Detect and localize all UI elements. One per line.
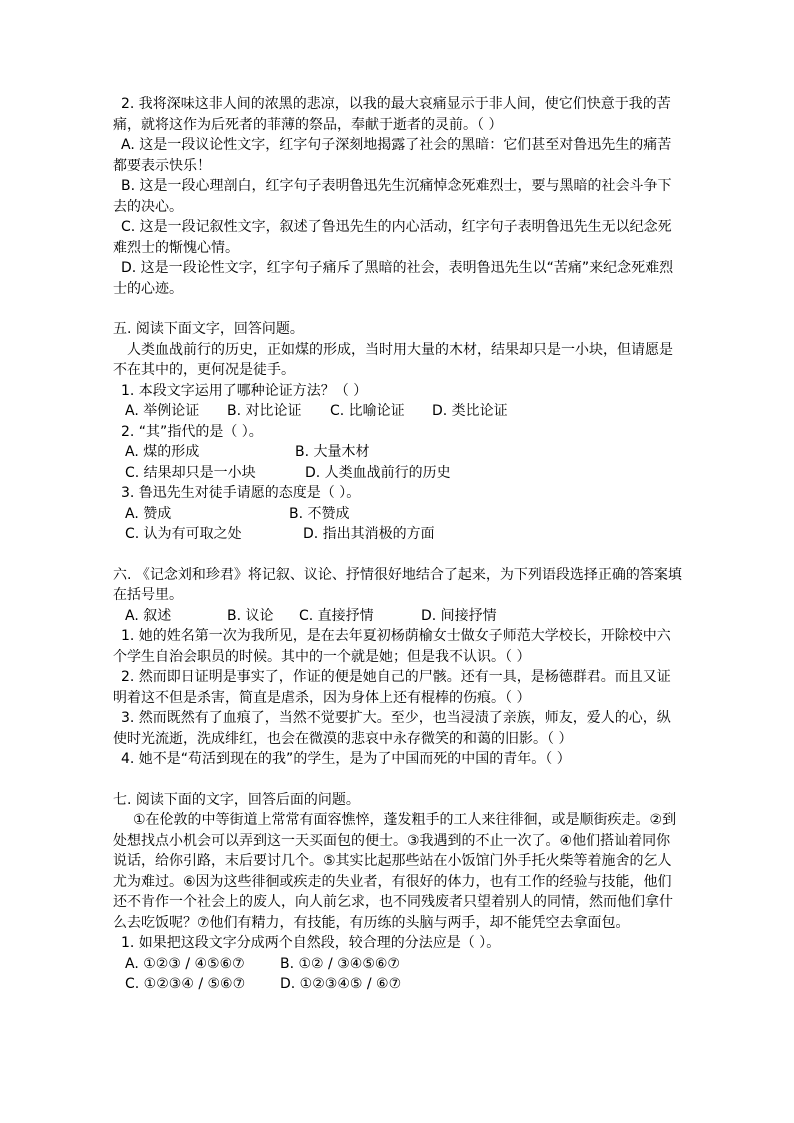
option-a: A. ①②③ / ④⑤⑥⑦	[125, 955, 245, 972]
section-7-q1-stem: 1. 如果把这段文字分成两个自然段，较合理的分法应是（ ）。	[121, 935, 501, 951]
section-5-q2-stem: 2. “其”指代的是（ ）。	[121, 423, 263, 440]
section-7-heading: 七. 阅读下面的文字，回答后面的问题。	[113, 791, 360, 808]
section-6-item-1: 1. 她的姓名第一次为我所见，是在去年夏初杨荫榆女士做女子师范大学校长，开除校中六个学生自治会职员的时候。其中的一个就是她；但是我不认识。（ ）	[113, 628, 671, 665]
option-a: A. 赞成	[125, 505, 172, 522]
section-6	[113, 565, 683, 770]
option-b: B. ①② / ③④⑤⑥⑦	[280, 955, 400, 972]
section-5-q3-options-ab	[113, 504, 683, 525]
question-2-option-c: C. 这是一段记叙性文字，叙述了鲁迅先生的内心活动，红字句子表明鲁迅先生无以纪念死难烈士的惭愧心情。	[113, 219, 672, 256]
option-b: B. 大量木材	[295, 444, 370, 460]
section-7	[113, 790, 683, 995]
question-2-block	[113, 94, 683, 299]
document-content	[113, 94, 683, 995]
question-2-option-a: A. 这是一段议论性文字，红字句子深刻地揭露了社会的黑暗：它们甚至对鲁迅先生的痛苦都要表示快乐！	[113, 137, 672, 174]
option-b: B. 对比论证	[227, 403, 302, 419]
section-6-item-2: 2. 然而即日证明是事实了，作证的便是她自己的尸骸。还有一具，是杨德群君。而且又证明着这不但是杀害，简直是虐杀，因为身体上还有棍棒的伤痕。（ ）	[113, 669, 671, 706]
section-5-q2-options-cd	[113, 463, 683, 484]
option-c: C. 结果却只是一小块	[125, 464, 256, 481]
section-5	[113, 319, 683, 545]
option-c: C. 认为有可取之处	[125, 526, 242, 542]
option-d: D. 指出其消极的方面	[303, 526, 435, 542]
choice-a: A. 叙述	[125, 607, 172, 624]
question-2-stem: 2. 我将深味这非人间的浓黑的悲凉，以我的最大哀痛显示于非人间，使它们快意于我的苦痛，就将这作为后死者的菲薄的祭品，奉献于逝者的灵前。（ ）	[113, 96, 671, 133]
option-a: A. 煤的形成	[125, 444, 200, 460]
option-c: C. ①②③④ / ⑤⑥⑦	[125, 976, 246, 992]
section-6-choices	[113, 606, 683, 627]
section-5-q1-options	[113, 401, 683, 422]
option-d: D. ①②③④⑤ / ⑥⑦	[280, 976, 402, 992]
choice-b: B. 议论	[227, 607, 274, 624]
section-6-item-4: 4. 她不是“苟活到现在的我”的学生，是为了中国而死的中国的青年。（ ）	[121, 751, 571, 767]
section-5-q3-options-cd	[113, 524, 683, 545]
option-a: A. 举例论证	[125, 403, 200, 419]
option-d: D. 人类血战前行的历史	[305, 464, 451, 481]
choice-c: C. 直接抒情	[299, 607, 374, 624]
section-5-q2-options-ab	[113, 442, 683, 463]
section-6-heading: 六. 《记念刘和珍君》将记叙、议论、抒情很好地结合了起来，为下列语段选择正确的答案填在括号里。	[113, 566, 682, 603]
section-5-heading: 五. 阅读下面文字，回答问题。	[113, 321, 304, 337]
section-7-q1-options-ab	[113, 954, 683, 975]
choice-d: D. 间接抒情	[421, 607, 497, 624]
section-5-q3-stem: 3. 鲁迅先生对徒手请愿的态度是（ ）。	[121, 485, 361, 501]
option-c: C. 比喻论证	[330, 403, 405, 419]
section-6-item-3: 3. 然而既然有了血痕了，当然不觉要扩大。至少，也当浸渍了亲族，师友，爱人的心，纵使时光流逝，洗成绯红，也会在微漠的悲哀中永存微笑的和蔼的旧影。（ ）	[113, 710, 671, 747]
question-2-option-b: B. 这是一段心理剖白，红字句子表明鲁迅先生沉痛悼念死难烈士，要与黑暗的社会斗争下去的决心。	[113, 178, 672, 215]
section-7-q1-options-cd	[113, 974, 683, 995]
section-7-passage: ①在伦敦的中等街道上常常有面容憔悴，蓬发粗手的工人来往徘徊，或是顺街疾走。②到处想找点小机会可以弄到这一天买面包的便士。③我遇到的不止一次了。④他们搭讪着同你说话，给你引路，末后要讨几个。⑤其实比起那些站在小饭馆门外手托火柴等着施舍的乞人尤为难过。⑥因为这些徘徊或疾走的失业者，有很好的体力，也有工作的经验与技能，他们还不肯作一个社会上的废人，向人前乞求，也不同残废者只望着别人的同情，然而他们拿什么去吃饭呢？⑦他们有精力，有技能，有历练的头脑与两手，却不能凭空去拿面包。	[113, 812, 677, 931]
section-5-passage: 人类血战前行的历史，正如煤的形成，当时用大量的木材，结果却只是一小块，但请愿是不在其中的，更何况是徒手。	[113, 341, 673, 378]
option-d: D. 类比论证	[432, 403, 508, 419]
question-2-option-d: D. 这是一段论性文字，红字句子痛斥了黑暗的社会，表明鲁迅先生以“苦痛”来纪念死难烈士的心迹。	[113, 260, 674, 297]
section-5-q1-stem: 1. 本段文字运用了哪种论证方法？（ ）	[121, 382, 368, 399]
option-b: B. 不赞成	[289, 505, 350, 522]
